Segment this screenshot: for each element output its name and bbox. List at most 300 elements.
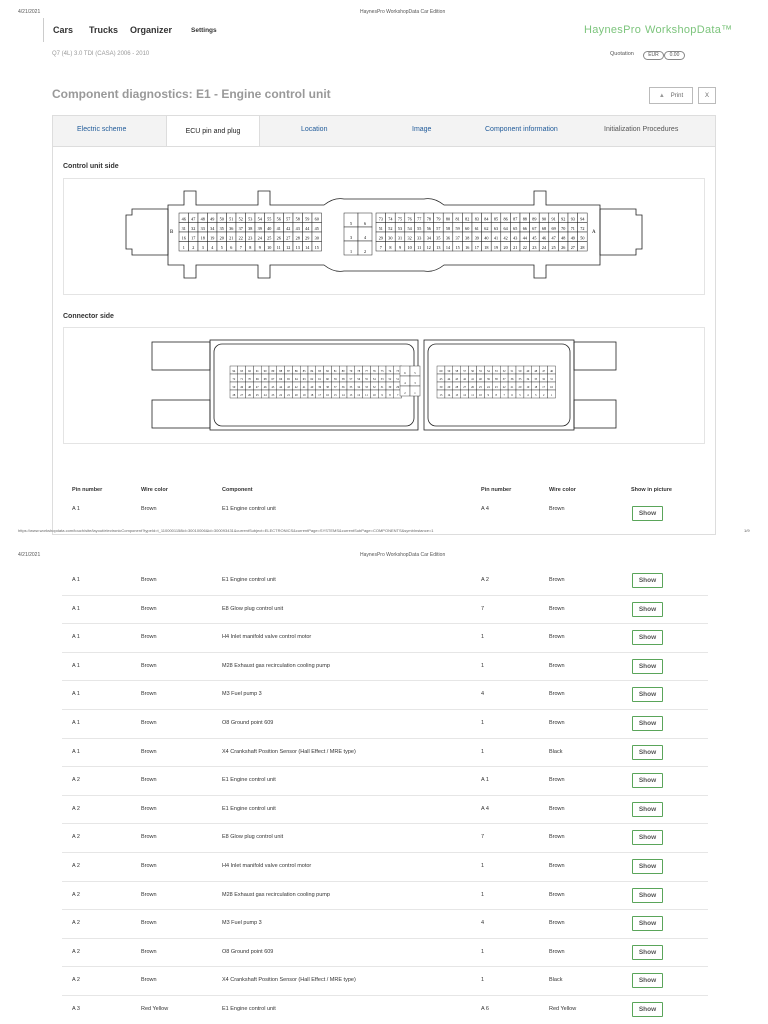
ecu-right-pin-number: 50 xyxy=(580,235,585,241)
conn-b-pin-number: 21 xyxy=(510,386,514,389)
ecu-left-pin-number: 39 xyxy=(257,225,262,231)
row-divider xyxy=(62,909,708,910)
ecu-left-pin-number: 42 xyxy=(286,225,291,231)
row-wire-color: Brown xyxy=(141,605,157,612)
ecu-right-pin-number: 36 xyxy=(445,235,451,241)
ecu-right-pin-number: 9 xyxy=(398,244,402,250)
ecu-right-pin-number: 19 xyxy=(493,244,499,250)
ecu-right-pin-number: 54 xyxy=(407,225,412,231)
ecu-left-pin-number: 36 xyxy=(229,225,234,231)
row-pin2: A 2 xyxy=(481,577,489,583)
row0-color2: Brown xyxy=(549,506,565,512)
row-pin2: A 4 xyxy=(481,805,489,812)
conn-b-pin-number: 55 xyxy=(479,370,482,373)
conn-a-pin-number: 52 xyxy=(388,378,392,381)
row-pin: A 2 xyxy=(72,920,80,927)
conn-a-pin-number: 16 xyxy=(326,394,329,397)
conn-b-pin-number: 58 xyxy=(455,370,459,373)
col-component: Component xyxy=(222,487,253,493)
row-pin2: 1 xyxy=(481,662,485,669)
tab-image[interactable]: Image xyxy=(412,126,432,133)
ecu-left-pin-number: 38 xyxy=(248,225,253,231)
tab-bar xyxy=(53,116,715,147)
ecu-left-pin-number: 11 xyxy=(276,244,281,250)
conn-mid-pin-number: 3 xyxy=(414,382,416,385)
ecu-control-unit-svg xyxy=(64,179,704,294)
row-wire-color: Brown xyxy=(141,720,157,726)
show-button[interactable]: Show xyxy=(632,802,663,817)
ecu-right-pin-number: 68 xyxy=(541,225,547,231)
show-button[interactable]: Show xyxy=(632,745,663,760)
row-pin2: 1 xyxy=(481,863,485,869)
row-divider xyxy=(62,881,708,882)
ecu-right-pin-number: 13 xyxy=(436,244,441,250)
conn-a-pin-number: 58 xyxy=(341,378,345,381)
tab-initialization-procedures[interactable]: Initialization Procedures xyxy=(604,126,679,133)
ecu-right-pin-number: 18 xyxy=(484,244,489,250)
conn-b-pin-number: 38 xyxy=(494,378,498,381)
show-button[interactable]: Show xyxy=(632,1002,663,1017)
row-wire-color: Brown xyxy=(141,777,157,784)
conn-a-pin-number: 57 xyxy=(349,378,353,381)
row-pin: A 1 xyxy=(72,748,80,755)
conn-b-pin-number: 18 xyxy=(534,386,538,389)
ecu-left-pin-number: 27 xyxy=(286,235,291,241)
conn-a-pin-number: 91 xyxy=(255,370,259,373)
ecu-left-pin-number: 46 xyxy=(181,216,186,222)
conn-a-pin-number: 31 xyxy=(380,386,384,389)
row-pin: A 1 xyxy=(72,634,80,641)
conn-b-pin-number: 3 xyxy=(535,394,537,397)
conn-a-pin-number: 46 xyxy=(263,386,267,389)
show-button[interactable]: Show xyxy=(632,888,663,903)
row-wire-color2: Brown xyxy=(549,948,565,955)
ecu-left-pin-number: 54 xyxy=(257,216,262,222)
ecu-left-pin-number: 23 xyxy=(248,235,253,241)
tab-ecu-pin-and-plug[interactable]: ECU pin and plug xyxy=(166,116,260,146)
conn-a-pin-number: 71 xyxy=(240,378,244,381)
row-pin: A 2 xyxy=(72,863,80,869)
conn-a-pin-number: 66 xyxy=(279,378,283,381)
conn-a-pin-number: 90 xyxy=(263,370,267,373)
row-wire-color2: Brown xyxy=(549,920,565,927)
row-pin: A 2 xyxy=(72,891,80,898)
conn-a-pin-number: 82 xyxy=(326,370,329,373)
ecu-left-pin-number: 9 xyxy=(258,244,261,250)
row-wire-color: Red Yellow xyxy=(141,1006,169,1012)
page-title: Component diagnostics: E1 - Engine control unit xyxy=(52,87,331,101)
conn-b-pin-number: 15 xyxy=(439,394,443,397)
ecu-left-pin-number: 37 xyxy=(238,225,243,231)
ecu-right-pin-number: 75 xyxy=(397,216,403,222)
ecu-right-pin-number: 60 xyxy=(465,225,470,231)
conn-b-pin-number: 50 xyxy=(518,370,522,373)
connector-svg xyxy=(64,328,704,443)
col-pin-number-2: Pin number xyxy=(481,487,512,493)
row-pin: A 1 xyxy=(72,605,80,612)
show-button[interactable]: Show xyxy=(632,659,663,674)
conn-a-pin-number: 22 xyxy=(279,394,283,397)
conn-b-pin-number: 41 xyxy=(471,378,474,381)
row-pin2: 7 xyxy=(481,834,485,841)
ecu-left-pin-number: 16 xyxy=(181,235,186,241)
nav-organizer[interactable]: Organizer xyxy=(130,25,173,35)
conn-a-pin-number: 29 xyxy=(396,386,400,389)
conn-b-pin-number: 46 xyxy=(550,370,553,373)
row-wire-color: Brown xyxy=(141,948,157,955)
row-pin2: 1 xyxy=(481,948,485,955)
ecu-right-pin-number: 10 xyxy=(407,244,412,250)
ecu-label-b: B xyxy=(170,230,174,235)
nav-trucks[interactable]: Trucks xyxy=(89,25,119,35)
conn-b-pin-number: 17 xyxy=(542,386,546,389)
ecu-right-pin-number: 76 xyxy=(407,216,412,222)
conn-a-pin-number: 92 xyxy=(248,370,251,373)
conn-b-pin-number: 29 xyxy=(447,386,451,389)
ecu-right-pin-number: 61 xyxy=(474,225,479,231)
ecu-right-pin-number: 39 xyxy=(474,235,479,241)
conn-b-pin-number: 39 xyxy=(486,378,490,381)
row-divider xyxy=(62,595,708,596)
ecu-right-block xyxy=(376,213,587,251)
conn-a-pin-number: 25 xyxy=(255,394,259,397)
row-pin2: 1 xyxy=(481,720,485,726)
conn-a-pin-number: 89 xyxy=(271,370,275,373)
ecu-right-pin-number: 93 xyxy=(570,216,575,222)
conn-a-pin-number: 48 xyxy=(248,386,251,389)
conn-b-pin-number: 19 xyxy=(526,386,530,389)
conn-a-pin-number: 51 xyxy=(396,378,400,381)
conn-b-pin-number: 16 xyxy=(550,386,553,389)
conn-a-pin-number: 26 xyxy=(248,394,251,397)
conn-b-pin-number: 11 xyxy=(471,394,474,397)
row-divider xyxy=(62,680,708,681)
conn-a-pin-number: 64 xyxy=(294,378,298,381)
ecu-right-pin-number: 24 xyxy=(541,244,547,250)
conn-b-pin-number: 8 xyxy=(495,394,497,397)
row-wire-color2: Brown xyxy=(549,662,565,669)
conn-a-pin-number: 56 xyxy=(357,378,361,381)
row-pin: A 1 xyxy=(72,662,80,669)
conn-b-pin-number: 56 xyxy=(471,370,474,373)
conn-a-pin-number: 32 xyxy=(372,386,376,389)
row-component: E1 Engine control unit xyxy=(222,777,276,784)
ecu-left-pin-number: 12 xyxy=(286,244,291,250)
ecu-left-pin-number: 4 xyxy=(211,244,214,250)
row-component: X4 Crankshaft Position Sensor (Hall Effect / MRE type) xyxy=(222,748,356,755)
ecu-left-pin-number: 45 xyxy=(314,225,319,231)
conn-b-pin-number: 57 xyxy=(463,370,467,373)
ecu-left-pin-number: 14 xyxy=(305,244,310,250)
row0-pin2: A 4 xyxy=(481,506,489,512)
ecu-right-pin-number: 47 xyxy=(551,235,556,241)
ecu-right-pin-number: 11 xyxy=(417,244,422,250)
conn-a-pin-number: 68 xyxy=(263,378,267,381)
col-pin-number: Pin number xyxy=(72,487,103,493)
conn-a-pin-number: 67 xyxy=(271,378,275,381)
conn-a-pin-number: 78 xyxy=(357,370,361,373)
ecu-left-pin-number: 18 xyxy=(200,235,205,241)
ecu-left-pin-number: 31 xyxy=(181,225,186,231)
ecu-right-pin-number: 30 xyxy=(388,235,393,241)
row-wire-color2: Brown xyxy=(549,777,565,784)
conn-a-pin-number: 88 xyxy=(279,370,283,373)
conn-a-pin-number: 13 xyxy=(349,394,353,397)
ecu-right-pin-number: 40 xyxy=(484,235,489,241)
ecu-right-pin-number: 7 xyxy=(379,244,382,250)
ecu-right-pin-number: 94 xyxy=(580,216,585,222)
ecu-left-pin-number: 35 xyxy=(219,225,224,231)
ecu-left-pin-number: 40 xyxy=(267,225,272,231)
ecu-right-pin-number: 42 xyxy=(503,235,508,241)
conn-a-pin-number: 12 xyxy=(357,394,361,397)
conn-b-pin-number: 5 xyxy=(519,394,521,397)
nav-divider xyxy=(43,18,44,42)
row-divider xyxy=(62,852,708,853)
conn-a-pin-number: 33 xyxy=(365,386,368,389)
ecu-right-pin-number: 44 xyxy=(522,235,527,241)
ecu-left-pin-number: 20 xyxy=(219,235,224,241)
ecu-right-pin-number: 66 xyxy=(522,225,527,231)
ecu-right-pin-number: 62 xyxy=(484,225,489,231)
row-component: X4 Crankshaft Position Sensor (Hall Effect / MRE type) xyxy=(222,977,356,984)
conn-a-pin-number: 53 xyxy=(380,378,384,381)
print-button[interactable] xyxy=(649,87,693,104)
show-button[interactable]: Show xyxy=(632,945,663,960)
ecu-left-pin-number: 51 xyxy=(229,216,234,222)
conn-a-pin-number: 14 xyxy=(341,394,345,397)
ecu-left-pin-number: 24 xyxy=(257,235,262,241)
row-pin: A 1 xyxy=(72,720,80,726)
row-component: M3 Fuel pump 3 xyxy=(222,920,262,927)
print-url: https://www.workshopdata.com/touch/site/layout/electronicComponent?typeId=t_1100001158id=30010006&id=300093431&currentSubject=ELECTRONICS&currentPage=SYSTEMS&currentSubPage=COMPONENTS&symbInstance=1 xyxy=(18,528,434,533)
ecu-left-pin-number: 28 xyxy=(295,235,300,241)
conn-a-pin-number: 60 xyxy=(326,378,329,381)
print-label: Print xyxy=(670,92,684,99)
ecu-right-pin-number: 64 xyxy=(503,225,508,231)
conn-b-pin-number: 23 xyxy=(494,386,498,389)
conn-b-pin-number: 44 xyxy=(447,378,451,381)
conn-a-pin-number: 30 xyxy=(388,386,392,389)
conn-a-pin-number: 62 xyxy=(310,378,314,381)
ecu-mid-pin-number: 5 xyxy=(349,220,353,226)
ecu-left-pin-number: 60 xyxy=(314,216,319,222)
conn-b-pin-number: 33 xyxy=(534,378,538,381)
ecu-right-pin-number: 21 xyxy=(513,244,518,250)
ecu-left-pin-number: 10 xyxy=(267,244,272,250)
conn-a-pin-number: 59 xyxy=(333,378,337,381)
ecu-right-pin-number: 89 xyxy=(532,216,537,222)
ecu-left-pin-number: 26 xyxy=(276,235,281,241)
ecu-left-pin-number: 50 xyxy=(219,216,224,222)
conn-b-pin-number: 54 xyxy=(486,370,490,373)
row-wire-color2: Brown xyxy=(549,805,565,812)
conn-a-pin-number: 83 xyxy=(318,370,322,373)
nav-settings[interactable]: Settings xyxy=(191,27,217,34)
ecu-right-pin-number: 52 xyxy=(388,225,393,231)
row-wire-color: Brown xyxy=(141,748,157,755)
logo-haynespro: HaynesPro xyxy=(584,24,642,36)
conn-b-pin-number: 14 xyxy=(447,394,451,397)
logo-workshopdata: WorkshopData™ xyxy=(645,24,733,36)
conn-a-pin-number: 19 xyxy=(302,394,306,397)
conn-b-pin-number: 40 xyxy=(479,378,482,381)
conn-a-pin-number: 8 xyxy=(389,394,391,397)
ecu-right-pin-number: 69 xyxy=(551,225,556,231)
ecu-left-pin-number: 17 xyxy=(191,235,196,241)
conn-a-pin-number: 86 xyxy=(294,370,298,373)
ecu-right-pin-number: 45 xyxy=(532,235,537,241)
control-unit-diagram xyxy=(63,178,705,295)
col-wire-color-2: Wire color xyxy=(549,487,576,493)
conn-b-pin-number: 13 xyxy=(455,394,459,397)
row-wire-color2: Black xyxy=(549,748,563,755)
ecu-right-pin-number: 12 xyxy=(426,244,431,250)
ecu-right-pin-number: 17 xyxy=(474,244,479,250)
row-component: E8 Glow plug control unit xyxy=(222,834,284,841)
row-component: E1 Engine control unit xyxy=(222,805,276,812)
connector-diagram xyxy=(63,327,705,444)
tab-location[interactable]: Location xyxy=(301,126,328,133)
show-button[interactable]: Show xyxy=(632,573,663,588)
conn-b-pin-number: 43 xyxy=(455,378,459,381)
row-wire-color2: Brown xyxy=(549,691,565,698)
ecu-right-pin-number: 78 xyxy=(426,216,431,222)
ecu-right-pin-number: 38 xyxy=(465,235,470,241)
show-button[interactable]: Show xyxy=(632,773,663,788)
conn-a-pin-number: 79 xyxy=(349,370,353,373)
conn-a-pin-number: 24 xyxy=(263,394,267,397)
ecu-right-pin-number: 25 xyxy=(551,244,556,250)
conn-mid-pin-number: 1 xyxy=(414,392,416,395)
conn-a-pin-number: 38 xyxy=(326,386,329,389)
conn-b-pin-number: 31 xyxy=(550,378,553,381)
show-button[interactable]: Show xyxy=(632,830,663,845)
col-wire-color: Wire color xyxy=(141,487,168,493)
conn-a-pin-number: 43 xyxy=(287,386,290,389)
close-button[interactable]: X xyxy=(698,87,716,104)
show-button[interactable]: Show xyxy=(632,973,663,988)
row-wire-color: Brown xyxy=(141,662,157,669)
ecu-left-pin-number: 13 xyxy=(295,244,300,250)
conn-a-pin-number: 7 xyxy=(396,394,399,397)
ecu-left-pin-number: 6 xyxy=(230,244,233,250)
ecu-right-pin-number: 57 xyxy=(436,225,441,231)
row-pin2: 4 xyxy=(481,920,485,927)
ecu-mid-pin-number: 6 xyxy=(363,220,367,226)
row-wire-color: Brown xyxy=(141,863,157,869)
row-divider xyxy=(62,766,708,767)
conn-a-pin-number: 69 xyxy=(255,378,259,381)
row-divider xyxy=(62,652,708,653)
row-pin: A 3 xyxy=(72,1006,80,1012)
ecu-mid-pin-number: 2 xyxy=(363,248,367,254)
ecu-right-pin-number: 26 xyxy=(561,244,566,250)
nav-cars[interactable]: Cars xyxy=(53,25,74,35)
row-pin2: A 6 xyxy=(481,1006,489,1012)
ecu-mid-pin-number: 4 xyxy=(363,234,367,240)
conn-b-pin-number: 26 xyxy=(471,386,474,389)
print-title-2: HaynesPro WorkshopData Car Edition xyxy=(360,552,446,558)
show-button[interactable]: Show xyxy=(632,630,663,645)
conn-b-pin-number: 52 xyxy=(502,370,506,373)
conn-a-pin-number: 93 xyxy=(240,370,244,373)
row-component: E1 Engine control unit xyxy=(222,1006,276,1012)
ecu-right-pin-number: 63 xyxy=(493,225,499,231)
row-component: M28 Exhaust gas recirculation cooling pump xyxy=(222,891,330,898)
row-pin2: 1 xyxy=(481,891,485,898)
ecu-left-pin-number: 44 xyxy=(305,225,310,231)
ecu-right-pin-number: 81 xyxy=(455,216,460,222)
row0-color: Brown xyxy=(141,506,157,512)
ecu-left-pin-number: 25 xyxy=(267,235,272,241)
row-wire-color2: Brown xyxy=(549,634,565,641)
ecu-right-pin-number: 23 xyxy=(532,244,537,250)
conn-b-pin-number: 32 xyxy=(542,378,546,381)
ecu-left-pin-number: 52 xyxy=(238,216,243,222)
ecu-left-pin-number: 5 xyxy=(220,244,223,250)
quotation-value[interactable]: 0.00 xyxy=(664,51,685,60)
conn-b-pin-number: 47 xyxy=(542,370,546,373)
show-button[interactable]: Show xyxy=(632,687,663,702)
conn-a-pin-number: 70 xyxy=(248,378,251,381)
ecu-right-pin-number: 51 xyxy=(378,225,383,231)
row-pin2: A 1 xyxy=(481,777,489,784)
quotation-currency[interactable]: EUR xyxy=(643,51,664,60)
print-icon: ▲ xyxy=(658,92,665,99)
show-button[interactable]: Show xyxy=(632,716,663,731)
ecu-right-pin-number: 79 xyxy=(436,216,441,222)
conn-a-pin-number: 27 xyxy=(240,394,244,397)
ecu-right-pin-number: 14 xyxy=(445,244,451,250)
conn-mid-pin-number: 6 xyxy=(404,372,406,375)
tab-component-information[interactable]: Component information xyxy=(485,126,558,133)
row-pin: A 1 xyxy=(72,691,80,698)
conn-a-pin-number: 20 xyxy=(294,394,298,397)
show-button[interactable]: Show xyxy=(632,506,663,521)
conn-b-pin-number: 60 xyxy=(439,370,443,373)
conn-b-pin-number: 35 xyxy=(518,378,522,381)
conn-b-pin-number: 6 xyxy=(511,394,513,397)
ecu-left-pin-number: 55 xyxy=(267,216,272,222)
conn-b-pin-number: 20 xyxy=(518,386,522,389)
conn-b-pin-number: 30 xyxy=(439,386,443,389)
show-button[interactable]: Show xyxy=(632,602,663,617)
row-divider xyxy=(62,795,708,796)
ecu-right-pin-number: 35 xyxy=(436,235,441,241)
row0-component: E1 Engine control unit xyxy=(222,506,276,512)
ecu-left-pin-number: 47 xyxy=(191,216,196,222)
conn-b-pin-number: 49 xyxy=(526,370,530,373)
show-button[interactable]: Show xyxy=(632,916,663,931)
ecu-left-pin-number: 33 xyxy=(200,225,205,231)
show-button[interactable]: Show xyxy=(632,859,663,874)
ecu-right-pin-number: 77 xyxy=(417,216,422,222)
ecu-left-block xyxy=(179,213,322,251)
row0-pin: A 1 xyxy=(72,506,80,512)
ecu-left-pin-number: 1 xyxy=(182,244,185,250)
ecu-left-pin-number: 59 xyxy=(305,216,310,222)
conn-a-pin-number: 45 xyxy=(271,386,275,389)
conn-a-pin-number: 80 xyxy=(341,370,345,373)
row-wire-color2: Brown xyxy=(549,720,565,726)
conn-b-pin-number: 7 xyxy=(503,394,505,397)
print-date: 4/21/2021 xyxy=(18,9,41,15)
ecu-right-pin-number: 85 xyxy=(493,216,499,222)
conn-a-pin-number: 75 xyxy=(380,370,384,373)
ecu-right-pin-number: 55 xyxy=(417,225,422,231)
tab-electric-scheme[interactable]: Electric scheme xyxy=(77,126,127,133)
